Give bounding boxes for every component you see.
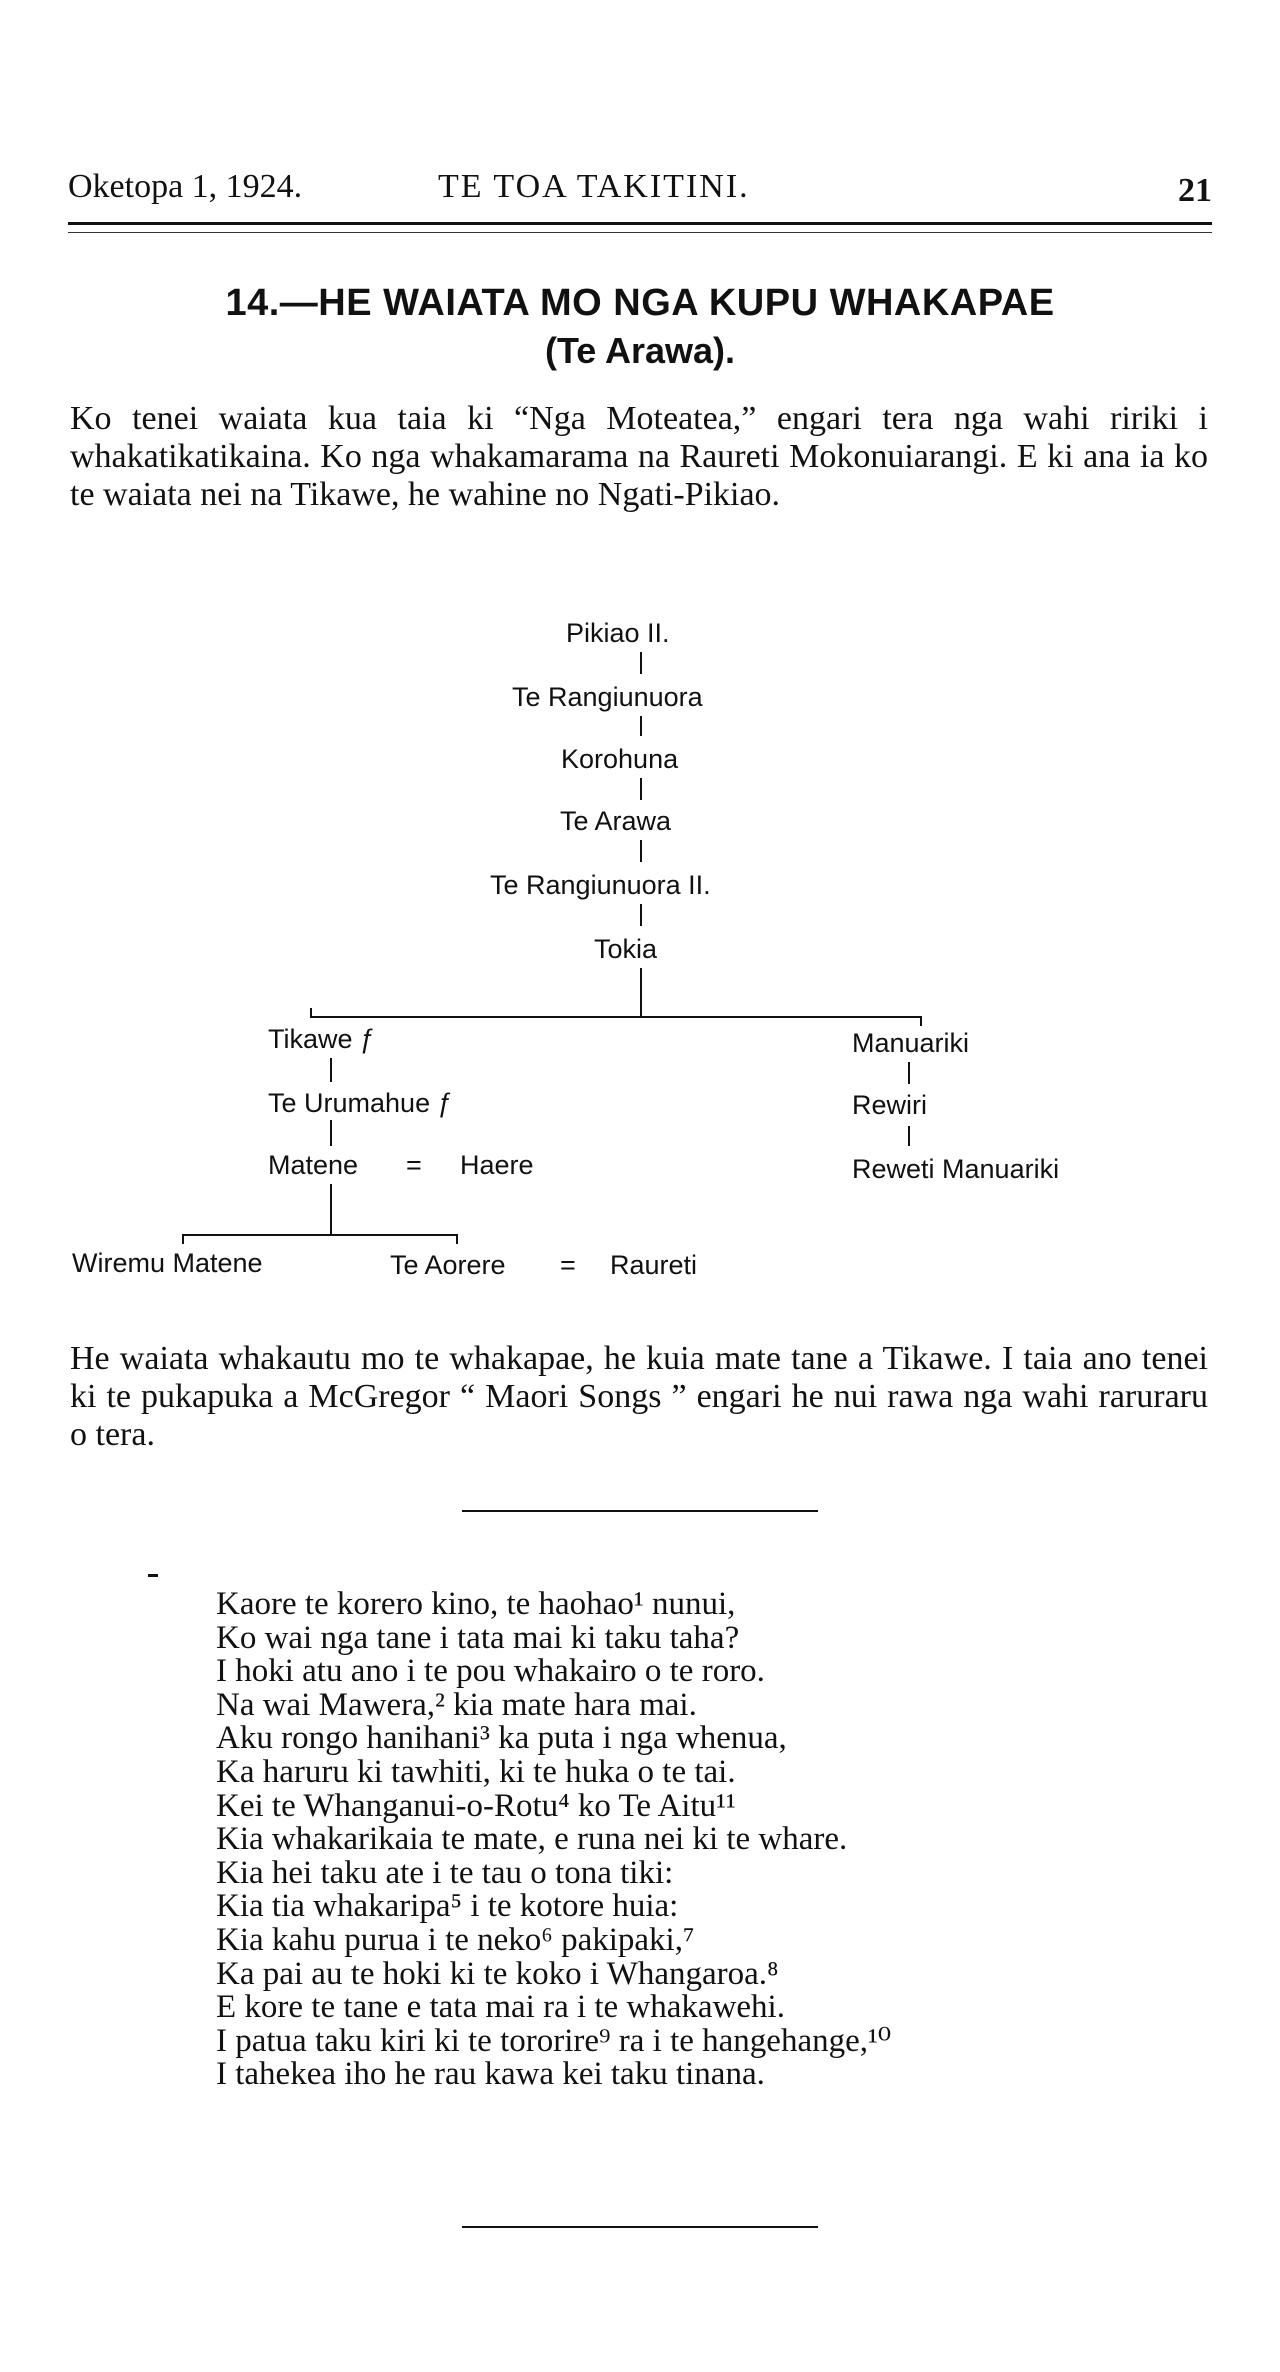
genealogy-connector: [640, 904, 642, 926]
poem-line: I tahekea iho he rau kawa kei taku tinana.: [216, 2056, 765, 2093]
genealogy-korohuna: Korohuna: [561, 744, 679, 774]
running-header: [68, 168, 1212, 212]
genealogy-branch-tick: [456, 1234, 458, 1244]
genealogy-tikawe: Tikawe ƒ: [268, 1024, 376, 1054]
genealogy-te-aorere: Te Aorere: [390, 1250, 506, 1280]
genealogy-connector: [908, 1062, 910, 1084]
poem-line: Ko wai nga tane i tata mai ki taku taha?: [216, 1619, 740, 1656]
genealogy-marriage-sign: =: [406, 1150, 422, 1180]
poem-line: Kei te Whanganui-o-Rotu⁴ ko Te Aitu¹¹: [216, 1787, 736, 1824]
header-rule-thin: [68, 232, 1212, 233]
poem-line: Aku rongo hanihani³ ka puta i nga whenua,: [216, 1720, 787, 1757]
genealogy-connector: [640, 652, 642, 674]
poem-line: I patua taku kiri ki te tororire⁹ ra i te hangehange,¹⁰: [216, 2022, 892, 2059]
issue-date: Oketopa 1, 1924.: [68, 168, 303, 205]
genealogy-branch-tick: [182, 1234, 184, 1244]
genealogy-matene: Matene: [268, 1150, 359, 1180]
section-separator: [462, 2226, 818, 2228]
poem-line: Kaore te korero kino, te haohao¹ nunui,: [216, 1586, 736, 1622]
stray-mark: [148, 1574, 158, 1577]
poem-line: Ka haruru ki tawhiti, ki te huka o te tai.: [216, 1753, 736, 1790]
poem-line: Kia tia whakaripa⁵ i te kotore huia:: [216, 1888, 679, 1925]
genealogy-te-urumahue: Te Urumahue ƒ: [268, 1088, 453, 1118]
intro-paragraph: Ko tenei waiata kua taia ki “Nga Moteatea,” engari tera nga wahi ririki i whakatikatikaina. Ko nga whakamarama na Raureti Mokonuiarangi. E ki ana ia ko te waiata nei na Tikawe, he wahine no Ngati-Pikiao.: [70, 400, 1208, 513]
poem-line: Kia whakarikaia te mate, e runa nei ki te whare.: [216, 1821, 848, 1858]
genealogy-te-rangiunuora-ii: Te Rangiunuora II.: [490, 870, 711, 900]
journal-title: TE TOA TAKITINI.: [438, 168, 750, 205]
genealogy-te-rangiunuora: Te Rangiunuora: [512, 682, 703, 712]
song-subtitle: (Te Arawa).: [544, 330, 736, 371]
genealogy-te-arawa: Te Arawa: [560, 806, 672, 836]
poem-line: Kia kahu purua i te neko⁶ pakipaki,⁷: [216, 1921, 695, 1958]
genealogy-wiremu-matene: Wiremu Matene: [72, 1248, 263, 1278]
genealogy-branch-tick: [310, 1008, 312, 1018]
genealogy-connector: [640, 778, 642, 800]
genealogy-rewiri: Rewiri: [852, 1090, 928, 1120]
genealogy-connector: [640, 716, 642, 736]
section-separator: [462, 1510, 818, 1512]
genealogy-branch-line: [310, 1016, 922, 1018]
header-rule-thick: [68, 222, 1212, 225]
genealogy-haere: Haere: [460, 1150, 534, 1180]
genealogy-connector: [330, 1184, 332, 1234]
poem: [216, 1588, 891, 2092]
song-title: 14.—HE WAIATA MO NGA KUPU WHAKAPAE: [225, 282, 1055, 324]
explanation-paragraph: He waiata whakautu mo te whakapae, he kuia mate tane a Tikawe. I taia ano tenei ki te pukapuka a McGregor “ Maori Songs ” engari he nui rawa nga wahi raruraru o tera.: [70, 1340, 1208, 1453]
genealogy-connector: [330, 1120, 332, 1146]
poem-line: Ka pai au te hoki ki te koko i Whangaroa.⁸: [216, 1955, 779, 1992]
genealogy-tokia: Tokia: [594, 934, 658, 964]
genealogy-manuariki: Manuariki: [852, 1028, 970, 1058]
genealogy-connector: [908, 1126, 910, 1146]
genealogy-marriage-sign: =: [560, 1250, 576, 1280]
page-number: 21: [1178, 172, 1212, 209]
genealogy-connector: [640, 840, 642, 862]
genealogy-branch-line: [182, 1234, 458, 1236]
poem-line: I hoki atu ano i te pou whakairo o te roro.: [216, 1653, 765, 1690]
genealogy-connector: [330, 1058, 332, 1082]
poem-line: Na wai Mawera,² kia mate hara mai.: [216, 1686, 697, 1723]
genealogy-pikiao: Pikiao II.: [566, 618, 670, 648]
genealogy-connector: [640, 968, 642, 1016]
poem-line: E kore te tane e tata mai ra i te whakawehi.: [216, 1989, 785, 2026]
genealogy-raureti: Raureti: [610, 1250, 698, 1280]
poem-line: Kia hei taku ate i te tau o tona tiki:: [216, 1854, 674, 1891]
genealogy-branch-tick: [920, 1016, 922, 1026]
genealogy-reweti-manuariki: Reweti Manuariki: [852, 1154, 1060, 1184]
